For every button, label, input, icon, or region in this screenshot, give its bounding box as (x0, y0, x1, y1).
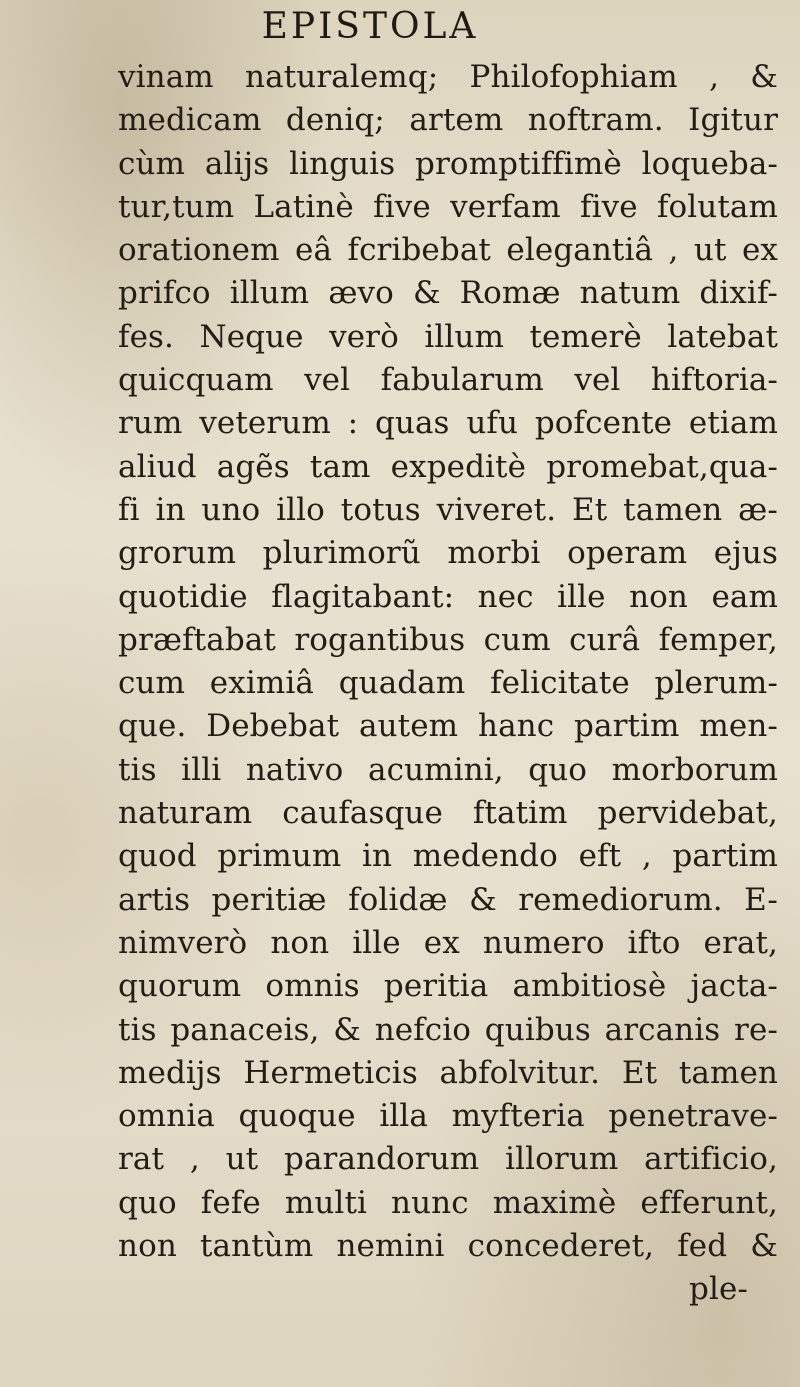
text-line: non tantùm nemini concederet, fed & (118, 1228, 778, 1265)
text-line: quod primum in medendo eft , partim (118, 838, 778, 875)
text-line: tis illi nativo acumini, quo morborum (118, 751, 778, 788)
text-line: artis peritiæ folidæ & remediorum. E- (118, 881, 778, 918)
text-line: nimverò non ille ex numero ifto erat, (118, 924, 778, 961)
text-line: prifco illum ævo & Romæ natum dixif- (118, 275, 778, 312)
text-line: fes. Neque verò illum temerè latebat (118, 318, 778, 355)
text-line: orationem eâ fcribebat elegantiâ , ut ex (118, 232, 778, 269)
text-line: grorum plurimorũ morbi operam ejus (118, 535, 778, 572)
text-line: naturam caufasque ftatim pervidebat, (118, 795, 778, 832)
text-line: quorum omnis peritia ambitiosè jacta- (118, 968, 778, 1005)
text-line: rat , ut parandorum illorum artificio, (118, 1141, 778, 1178)
text-line: præftabat rogantibus cum curâ femper, (118, 621, 778, 658)
text-line: cum eximiâ quadam felicitate plerum- (118, 665, 778, 702)
text-line: que. Debebat autem hanc partim men- (118, 708, 778, 745)
text-line: quotidie flagitabant: nec ille non eam (118, 578, 778, 615)
text-line: cùm alijs linguis promptiffimè loqueba- (118, 145, 778, 182)
text-line: tur,tum Latinè five verfam five folutam (118, 188, 778, 225)
text-line: aliud agẽs tam expeditè promebat,qua- (118, 448, 778, 485)
text-block (118, 56, 778, 1312)
text-line: fi in uno illo totus viveret. Et tamen æ- (118, 491, 778, 528)
text-line: medijs Hermeticis abfolvitur. Et tamen (118, 1054, 778, 1091)
text-line: tis panaceis, & nefcio quibus arcanis re- (118, 1011, 778, 1048)
text-line: vinam naturalemq; Philofophiam , & (118, 59, 778, 95)
text-line: omnia quoque illa myfteria penetrave- (118, 1098, 778, 1135)
text-line: quicquam vel fabularum vel hiftoria- (118, 362, 778, 399)
running-head-text: EPISTOLA (261, 6, 479, 47)
text-line: quo fefe multi nunc maximè efferunt, (118, 1184, 778, 1221)
text-line: rum veterum : quas ufu pofcente etiam (118, 405, 778, 442)
text-line: medicam deniq; artem noftram. Igitur (118, 102, 778, 139)
running-head (0, 6, 800, 47)
catchword: ple- (689, 1271, 748, 1308)
